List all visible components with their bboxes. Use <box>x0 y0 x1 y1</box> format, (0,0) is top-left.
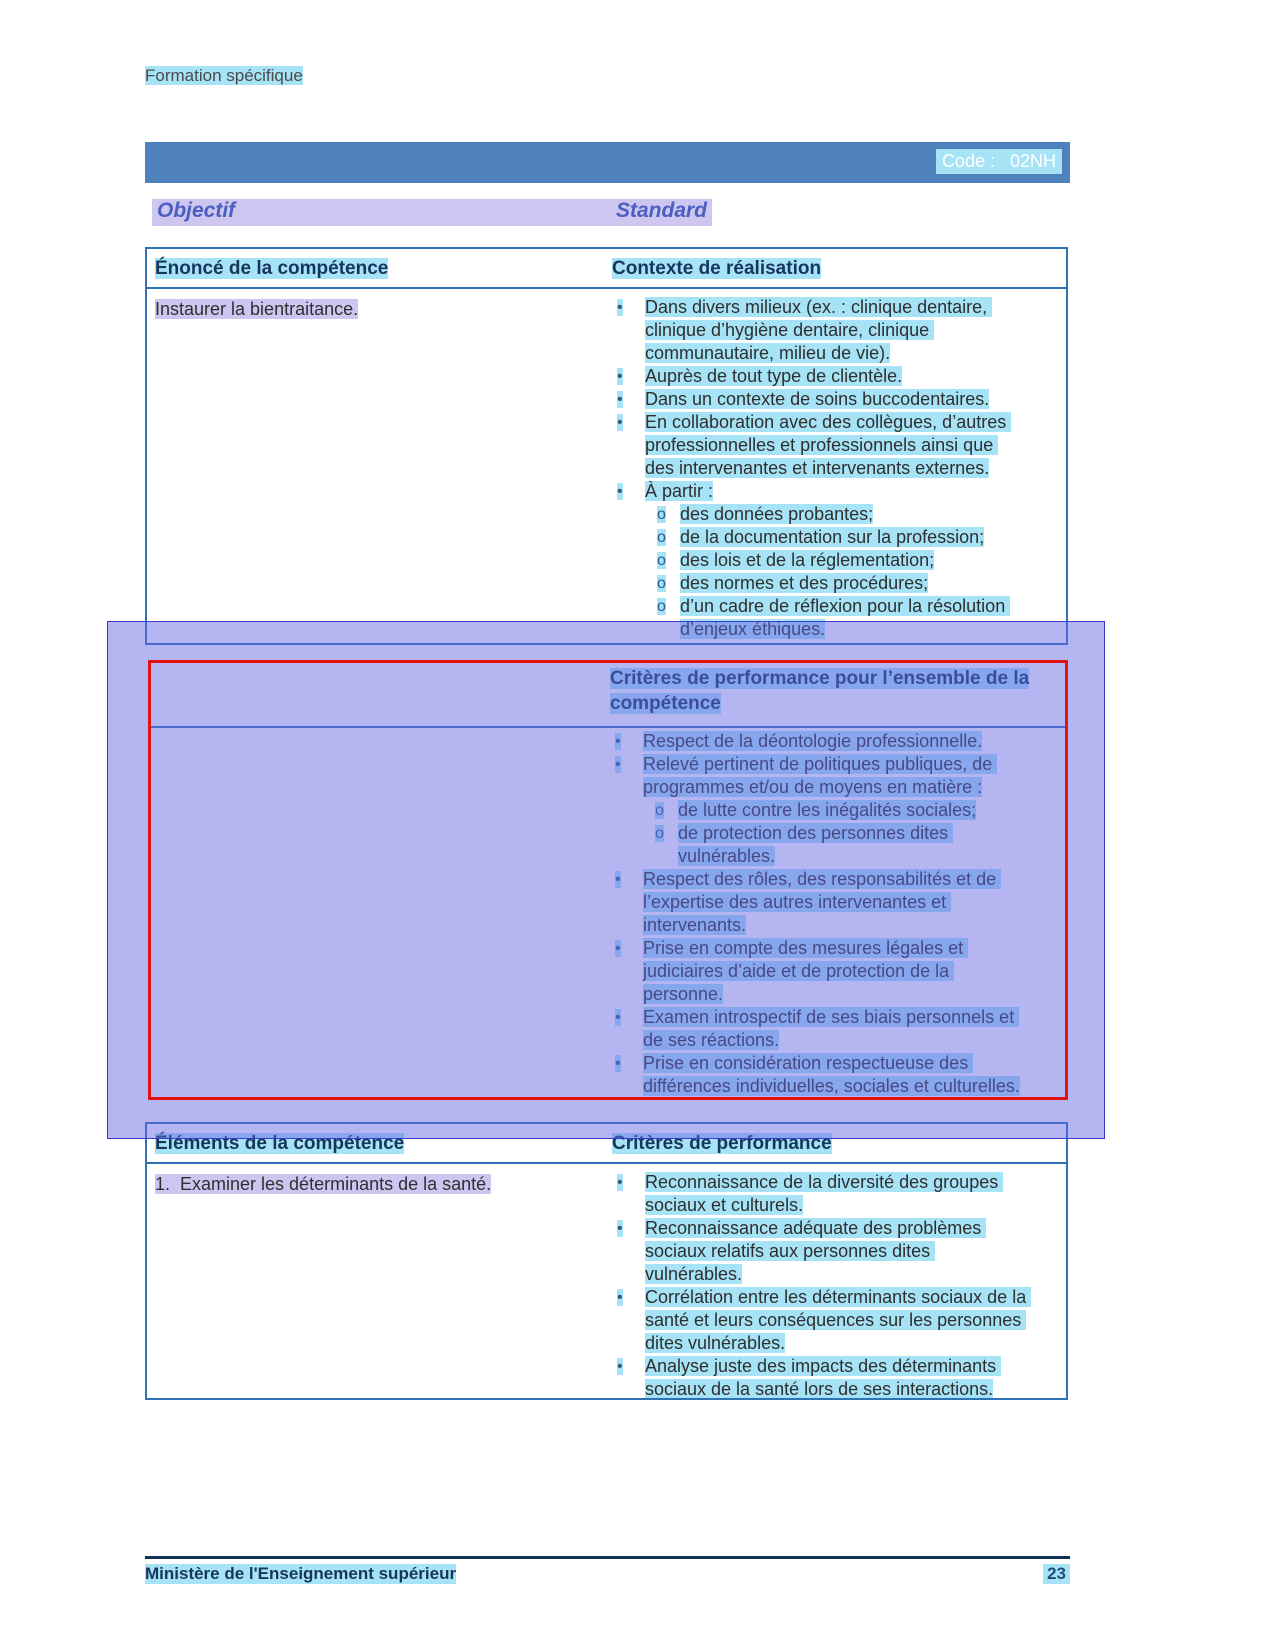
col-header-enonce: Énoncé de la compétence <box>155 257 389 279</box>
bullet-icon: • <box>617 299 623 316</box>
bullet-text: Prise en considération respectueuse des différences individuelles, sociales et culturelles. <box>643 1053 1020 1096</box>
sub-bullet-icon: o <box>657 598 666 615</box>
sub-bullet-text: des normes et des procédures; <box>680 573 929 593</box>
col-header-criteres: Critères de performance <box>612 1132 832 1154</box>
criteres-ensemble-title-row <box>610 666 1054 716</box>
sub-bullet-item <box>653 822 1025 868</box>
header-cell-criteres <box>612 1131 1064 1156</box>
sub-bullet-item <box>655 595 1027 641</box>
criteres-ensemble-title: Critères de performance pour l’ensemble de la compétence <box>610 668 1030 714</box>
element-statement: 1. Examiner les déterminants de la santé. <box>155 1174 492 1194</box>
header-cell-contexte <box>612 256 1064 281</box>
criteres-ensemble-bullet-list <box>610 730 1054 1098</box>
bullet-icon: • <box>615 733 621 750</box>
sub-bullet-item <box>655 503 1027 526</box>
bullet-icon: • <box>617 391 623 408</box>
bullet-text: Dans divers milieux (ex. : clinique dentaire, clinique d’hygiène dentaire, clinique communautaire, milieu de vie). <box>645 297 993 363</box>
bullet-icon: • <box>617 414 623 431</box>
col-header-contexte: Contexte de réalisation <box>612 257 822 279</box>
standard-heading: Standard <box>616 199 708 222</box>
sub-bullet-icon: o <box>655 802 664 819</box>
bullet-icon: • <box>615 1055 621 1072</box>
sub-bullet-text: de la documentation sur la profession; <box>680 527 985 547</box>
bullet-text: Reconnaissance de la diversité des groupes sociaux et culturels. <box>645 1172 1004 1215</box>
sub-bullet-item <box>655 526 1027 549</box>
bullet-text: Analyse juste des impacts des déterminants sociaux de la santé lors de ses interactions. <box>645 1356 1002 1399</box>
bullet-item <box>612 480 1064 641</box>
sub-bullet-list <box>653 799 1025 868</box>
table-body-row <box>147 289 1066 641</box>
bullet-icon: • <box>615 1009 621 1026</box>
contexte-cell <box>612 296 1064 641</box>
sub-bullet-text: d’un cadre de réflexion pour la résolution d’enjeux éthiques. <box>680 596 1011 639</box>
sub-bullet-item <box>655 549 1027 572</box>
bullet-item <box>610 937 1054 1006</box>
bullet-item <box>612 411 1064 480</box>
sub-bullet-text: des données probantes; <box>680 504 874 524</box>
bullet-text: Auprès de tout type de clientèle. <box>645 366 903 386</box>
sub-bullet-item <box>653 799 1025 822</box>
bullet-text: En collaboration avec des collègues, d’autres professionnelles et professionnels ainsi que des intervenantes et intervenants externes. <box>645 412 1012 478</box>
bullet-item <box>612 296 1064 365</box>
bullet-item <box>612 388 1064 411</box>
col-header-elements: Éléments de la compétence <box>155 1132 405 1154</box>
code-label: Code : 02NH <box>936 149 1062 174</box>
bullet-icon: • <box>617 1358 623 1375</box>
bullet-text: Respect de la déontologie professionnelle. <box>643 731 983 751</box>
bullet-text: Relevé pertinent de politiques publiques, de programmes et/ou de moyens en matière : <box>643 754 998 797</box>
bullet-item <box>610 753 1054 868</box>
sub-bullet-text: de protection des personnes dites vulnérables. <box>678 823 954 866</box>
enonce-competence-table <box>145 247 1068 645</box>
bullet-icon: • <box>617 1174 623 1191</box>
bullet-item <box>610 1006 1054 1052</box>
bullet-text: À partir : <box>645 481 714 501</box>
bullet-text: Dans un contexte de soins buccodentaires. <box>645 389 990 409</box>
bullet-icon: • <box>617 1220 623 1237</box>
bullet-icon: • <box>617 1289 623 1306</box>
title-band <box>145 142 1070 183</box>
table-header-row <box>147 249 1066 289</box>
sub-bullet-list <box>655 503 1027 641</box>
bullet-icon: • <box>617 368 623 385</box>
bullet-item <box>612 1355 1064 1400</box>
bullet-text: Corrélation entre les déterminants sociaux de la santé et leurs conséquences sur les personnes dites vulnérables. <box>645 1287 1032 1353</box>
table-body-row <box>147 1164 1066 1400</box>
contexte-bullet-list <box>612 296 1064 641</box>
sub-bullet-item <box>655 572 1027 595</box>
bullet-text: Respect des rôles, des responsabilités et de l’expertise des autres intervenantes et intervenants. <box>643 869 1002 935</box>
sub-bullet-icon: o <box>655 825 664 842</box>
bullet-item <box>612 1171 1064 1217</box>
page-footer <box>145 1556 1070 1584</box>
sub-bullet-text: des lois et de la réglementation; <box>680 550 935 570</box>
bullet-item <box>612 365 1064 388</box>
bullet-item <box>612 1286 1064 1355</box>
bullet-text: Reconnaissance adéquate des problèmes sociaux relatifs aux personnes dites vulnérables. <box>645 1218 987 1284</box>
section-label <box>145 66 303 86</box>
sub-bullet-icon: o <box>657 575 666 592</box>
header-cell-elements <box>147 1131 612 1156</box>
bullet-icon: • <box>615 940 621 957</box>
table-header-row <box>147 1124 1066 1164</box>
bullet-text: Prise en compte des mesures légales et judiciaires d’aide et de protection de la personne. <box>643 938 969 1004</box>
element-cell <box>147 1171 612 1400</box>
header-cell-enonce <box>147 256 612 281</box>
page-number: 23 <box>1043 1564 1070 1584</box>
bullet-item <box>610 1052 1054 1098</box>
bullet-icon: • <box>615 871 621 888</box>
criteres-cell <box>612 1171 1064 1400</box>
sub-bullet-icon: o <box>657 529 666 546</box>
objectif-heading: Objectif <box>157 199 236 222</box>
bullet-item <box>610 868 1054 937</box>
bullet-text: Examen introspectif de ses biais personnels et de ses réactions. <box>643 1007 1020 1050</box>
sub-bullet-text: de lutte contre les inégalités sociales; <box>678 800 977 820</box>
section-label-text: Formation spécifique <box>145 66 303 85</box>
bullet-icon: • <box>617 483 623 500</box>
objectif-standard-row <box>152 199 712 226</box>
sub-bullet-icon: o <box>657 506 666 523</box>
table-divider-line <box>148 726 1068 728</box>
bullet-item <box>610 730 1054 753</box>
bullet-item <box>612 1217 1064 1286</box>
criteres-bullet-list <box>612 1171 1064 1400</box>
competence-statement: Instaurer la bientraitance. <box>155 299 359 319</box>
bullet-icon: • <box>615 756 621 773</box>
sub-bullet-icon: o <box>657 552 666 569</box>
competence-cell <box>147 296 612 641</box>
criteres-ensemble-section <box>148 660 1068 1100</box>
ministry-label: Ministère de l'Enseignement supérieur <box>145 1564 457 1583</box>
elements-competence-table <box>145 1122 1068 1400</box>
